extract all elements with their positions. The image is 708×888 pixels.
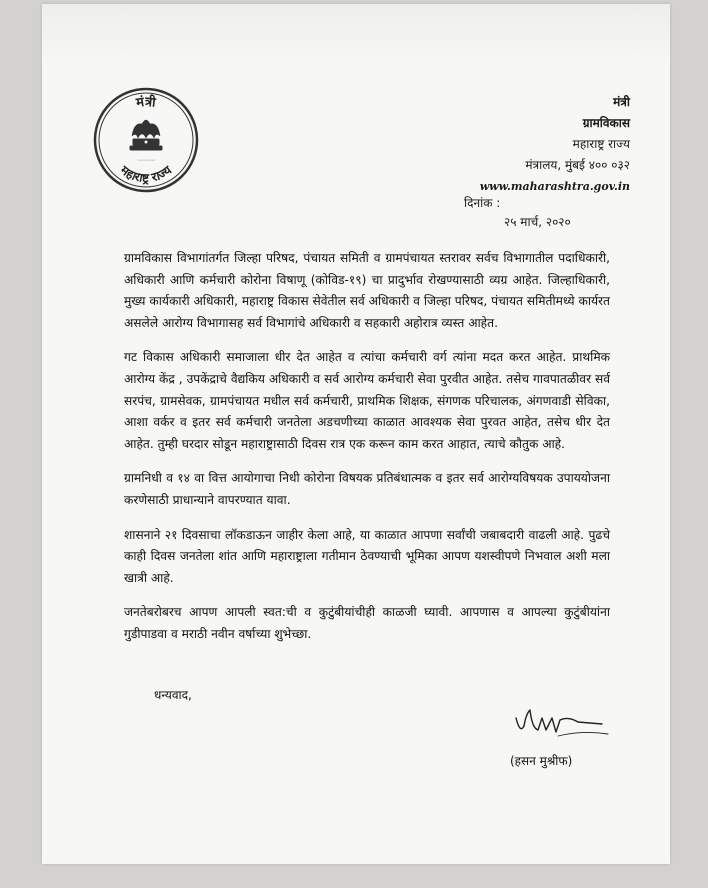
closing-text: धन्यवाद,: [154, 688, 192, 702]
svg-text:महाराष्ट्र राज्य: [117, 162, 175, 185]
date-block: [464, 194, 664, 232]
state-name: महाराष्ट्र राज्य: [572, 137, 630, 151]
letterhead-info: [400, 92, 630, 197]
department-name: ग्रामविकास: [582, 116, 630, 130]
signature-icon: [512, 704, 622, 748]
seal-top-text: मंत्री: [135, 94, 157, 111]
seal-bottom-text: महाराष्ट्र राज्य: [117, 163, 175, 186]
minister-title: मंत्री: [613, 95, 630, 109]
website-text: www.maharashtra.gov.in: [479, 180, 630, 193]
date-value: २५ मार्च, २०२०: [504, 215, 571, 229]
letter-body: [124, 248, 610, 659]
paragraph-3: ग्रामनिधी व १४ वा वित्त आयोगाचा निधी कोरोना विषयक प्रतिबंधात्मक व इतर सर्व आरोग्यविषयक उपाययोजना करणेसाठी प्राधान्याने वापरण्यात यावा.: [124, 471, 610, 507]
svg-text:मंत्री: [134, 94, 157, 112]
paragraph-4: शासनाने २१ दिवसाचा लॉकडाऊन जाहीर केला आहे, या काळात आपणा सर्वांची जबाबदारी वाढली आहे. पुढचे काही दिवस जनतेला शांत आणि महाराष्ट्राला गतीमान ठेवण्याची भूमिका आपण यशस्वीपणे निभवाल अशी मला खात्री आहे.: [124, 527, 610, 585]
date-label: दिनांक :: [464, 196, 501, 210]
svg-text:⋯⋯⋯: ⋯⋯⋯: [137, 157, 155, 164]
paragraph-2: गट विकास अधिकारी समाजाला धीर देत आहेत व त्यांचा कर्मचारी वर्ग त्यांना मदत करत आहेत. प्राथमिक आरोग्य केंद्र , उपकेंद्राचे वैद्यकिय अधिकारी व सर्व आरोग्य कर्मचारी सेवा पुरवीत आहेत. तसेच गावपातळीवर सर्व सरपंच, ग्रामसेवक, ग्रामपंचायत मधील सर्व कर्मचारी, प्राथमिक शिक्षक, संगणक परिचालक, अंगणवाडी सेविका, आशा वर्कर व इतर सर्व कर्मचारी जनतेला अडचणीच्या काळात आवश्यक सेवा पुरवत आहेत, तसेच धीर देत आहेत. तुम्ही घरदार सोडून महाराष्ट्रासाठी दिवस रात्र एक करून काम करत आहात, त्याचे कौतुक आहे.: [124, 350, 610, 451]
office-address: मंत्रालय, मुंबई ४०० ०३२: [525, 158, 630, 172]
letter-page: [42, 4, 670, 864]
paragraph-5: जनतेबरोबरच आपण आपली स्वत:ची व कुटुंबीयांचीही काळजी घ्यावी. आपणास व आपल्या कुटुंबीयांना गुडीपाडवा व मराठी नवीन वर्षाच्या शुभेच्छा.: [124, 605, 610, 641]
seal-emblem-icon: [92, 86, 200, 194]
signatory-name: (हसन मुश्रीफ): [510, 754, 573, 768]
paragraph-1: ग्रामविकास विभागांतर्गत जिल्हा परिषद, पंचायत समिती व ग्रामपंचायत स्तरावर सर्वच विभागातील पदाधिकारी, अधिकारी आणि कर्मचारी कोरोना विषाणू (कोविड-१९) चा प्रादुर्भाव रोखण्यासाठी व्यग्र आहेत. जिल्हाधिकारी, मुख्य कार्यकारी अधिकारी, महाराष्ट्र विकास सेवेतील सर्व अधिकारी व जिल्हा परिषद, पंचायत समितीमध्ये कार्यरत असलेले आरोग्य विभागासह सर्व विभागांचे अधिकारी व सहकारी अहोरात्र व्यस्त आहेत.: [124, 251, 610, 330]
maharashtra-seal: [92, 86, 200, 194]
